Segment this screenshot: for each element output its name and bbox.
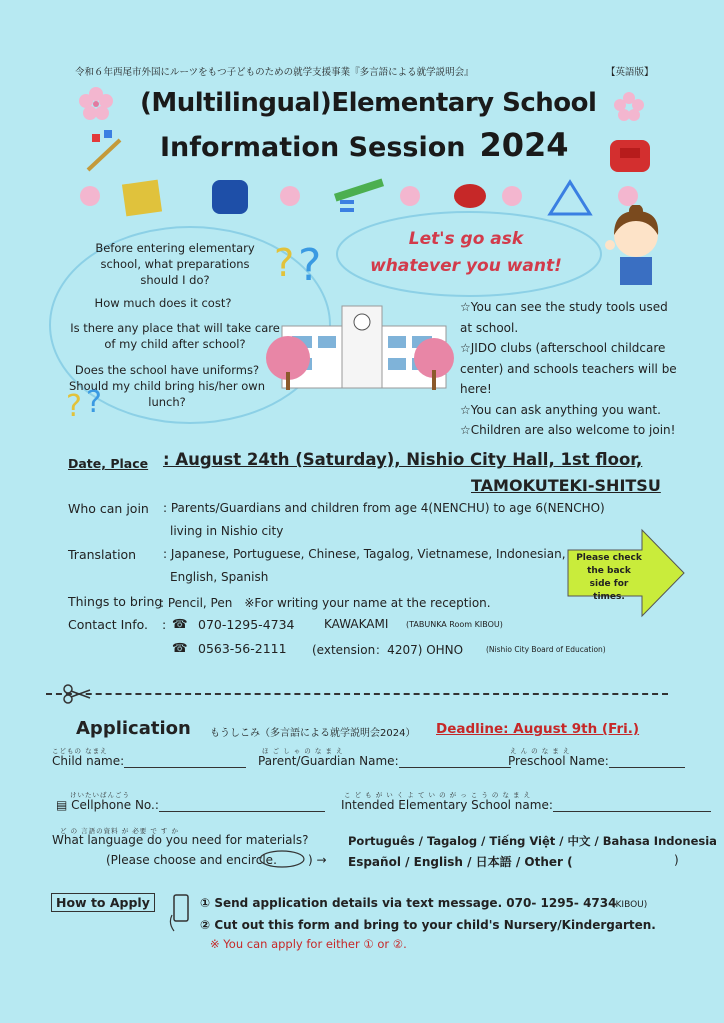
translation-value-line2: English, Spanish (170, 570, 269, 584)
cellphone-ruby: けいたいばんごう (70, 791, 130, 799)
application-deadline: Deadline: August 9th (Fri.) (436, 721, 640, 737)
translation-value: : Japanese, Portuguese, Chinese, Tagalog, Vietnamese, Indonesian, (163, 547, 566, 561)
highlight-item: ☆JIDO clubs (afterschool childcare center) and schools teachers will be here! (460, 341, 677, 396)
parent-name-ruby: ほ ご し ゃ の な ま え (262, 747, 344, 755)
contact2-ext: (extension：4207) OHNO (312, 643, 464, 657)
school-name-label: Intended Elementary School name: (341, 798, 553, 812)
apply-note: ※ You can apply for either ① or ②. (210, 937, 407, 951)
school-bag-icon (606, 132, 656, 176)
bring-label: Things to bring (68, 594, 163, 609)
question-uniforms: Does the school have uniforms? Should my child bring his/her own lunch? (69, 363, 265, 409)
highlight-item: ☆Children are also welcome to join! (460, 423, 676, 437)
apply-step1: ① Send application details via text message. 070- 1295- 4734 (200, 896, 617, 910)
phone-icon: ☎ (172, 616, 188, 631)
apply-step2: ② Cut out this form and bring to your child's Nursery/Kindergarten. (200, 918, 656, 932)
highlight-item: ☆You can ask anything you want. (460, 402, 661, 417)
preschool-name-ruby: え ん の な ま え (510, 747, 571, 755)
page-title-line2 (160, 126, 569, 164)
parent-name-label: Parent/Guardian Name: (258, 754, 399, 768)
school-building-illustration (262, 296, 462, 396)
header-top-line: 令和６年西尾市外国にルーツをもつ子どものための就学支援事業『多言語による就学説明会』 (75, 67, 474, 78)
callout-line2: whatever you want! (370, 256, 562, 276)
svg-text:?: ? (298, 240, 322, 288)
arrow-note: Please check the back side for times. (576, 553, 642, 602)
question-marks-icon (66, 382, 116, 422)
application-title-jp: もうしこみ（多言語による就学説明会2024） (210, 728, 416, 739)
language-ruby: ど の 言語の資料 が 必要 で す か (60, 827, 179, 835)
question-afterschool: Is there any place that will take care of my child after school? (70, 321, 280, 351)
date-place-value: : August 24th (Saturday), Nishio City Hall, 1st floor, (163, 450, 643, 469)
contact1-name: KAWAKAMI (324, 617, 389, 631)
date-place-room: TAMOKUTEKI-SHITSU (471, 476, 661, 495)
callout-text (356, 226, 576, 280)
title-text: Information Session (160, 132, 466, 163)
cellphone-label: Cellphone No.: (71, 798, 159, 812)
how-to-apply-label: How to Apply (51, 893, 155, 912)
child-name-ruby: こどもの なまえ (52, 747, 108, 755)
page-title-line1: (Multilingual)Elementary School (140, 88, 597, 118)
svg-text:?: ? (274, 241, 295, 285)
language-options-line1[interactable]: Português / Tagalog / Tiếng Việt / 中文 / Bahasa Indonesia (348, 834, 717, 848)
cellphone-icon: ▤ (56, 798, 72, 812)
cherry-blossom-icon (76, 84, 116, 124)
scissors-icon (62, 684, 94, 704)
who-value-line2: living in Nishio city (170, 524, 284, 538)
contact-label: Contact Info. (68, 617, 149, 632)
language-arrow: ) → (308, 853, 327, 867)
contact2-phone[interactable]: 0563-56-2111 (198, 641, 287, 656)
child-name-label: Child name: (52, 754, 125, 768)
apply-step1-note: (KIBOU) (612, 900, 648, 910)
language-options-close: ) (674, 853, 679, 867)
question-cost: How much does it cost? (94, 296, 232, 310)
highlight-item: ☆You can see the study tools used at school. (460, 300, 668, 335)
question-preparation: Before entering elementary school, what preparations should I do? (95, 241, 255, 287)
child-name-field[interactable] (52, 754, 246, 768)
parent-name-field[interactable] (258, 754, 511, 768)
title-year: 2024 (479, 126, 569, 164)
smartphone-icon (168, 893, 194, 933)
preschool-name-field[interactable] (508, 754, 685, 768)
preschool-name-label: Preschool Name: (508, 754, 609, 768)
paintbrush-icon (80, 130, 130, 175)
bring-value: : Pencil, Pen ※For writing your name at the reception. (160, 596, 491, 610)
contact1-phone[interactable]: 070-1295-4734 (198, 617, 295, 632)
cherry-blossom-icon (612, 90, 646, 124)
encircle-oval-icon (258, 848, 306, 870)
highlights-list (460, 297, 682, 441)
question-marks-icon (270, 232, 344, 288)
translation-label: Translation (68, 547, 137, 562)
date-place-label: Date, Place (68, 456, 149, 471)
cellphone-field[interactable] (56, 798, 325, 812)
language-options-line2[interactable]: Español / English / 日本語 / Other ( (348, 855, 573, 869)
callout-line1: Let's go ask (408, 229, 524, 249)
school-name-ruby: こ ど も が い く よ て い の が っ こ う の な ま え (344, 791, 532, 799)
who-value: : Parents/Guardians and children from age 4(NENCHU) to age 6(NENCHO) (163, 501, 605, 515)
teacher-illustration-icon (600, 205, 668, 287)
svg-text:?: ? (66, 389, 82, 422)
svg-text:?: ? (86, 385, 102, 420)
language-question: What language do you need for materials? (52, 833, 309, 847)
english-version-tag: 【英語版】 (606, 67, 654, 78)
who-label: Who can join (68, 501, 149, 516)
language-instruction: (Please choose and encircle. (106, 853, 277, 867)
application-title: Application (76, 718, 191, 739)
contact-colon: : (162, 617, 167, 632)
phone-icon: ☎ (172, 640, 188, 655)
contact2-note: (Nishio City Board of Education) (486, 645, 606, 654)
contact1-note: (TABUNKA Room KIBOU) (406, 620, 503, 629)
school-name-field[interactable] (341, 798, 711, 812)
cut-line (46, 693, 668, 695)
